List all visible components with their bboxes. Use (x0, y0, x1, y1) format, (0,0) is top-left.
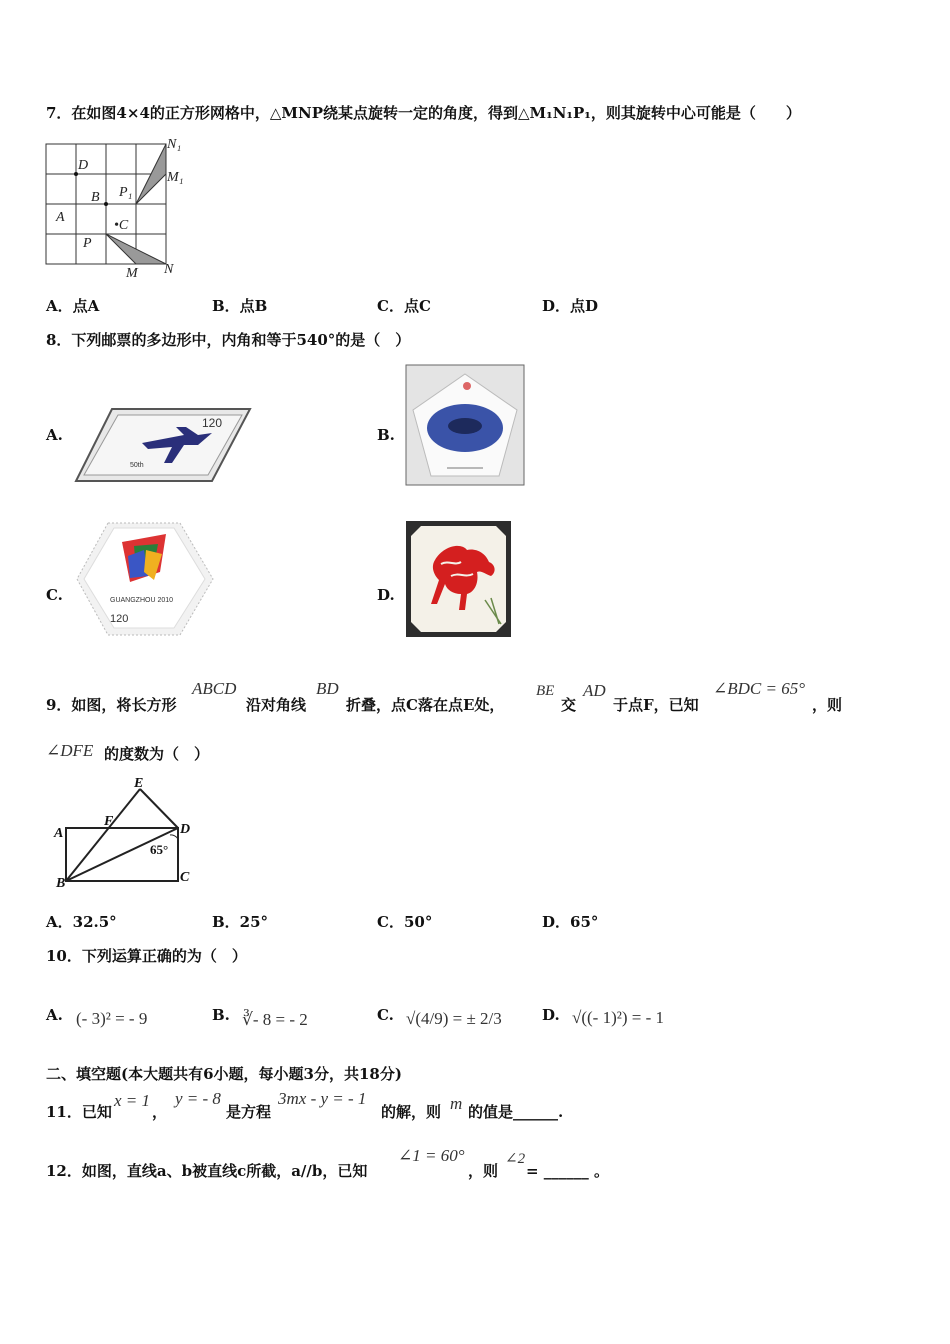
stamp-b-pentagon[interactable] (405, 364, 525, 486)
q9-stem-6: ，则 (812, 696, 843, 714)
q11-math-m: m (450, 1094, 463, 1113)
stamp-c-caption: GUANGZHOU 2010 (110, 597, 174, 604)
q12-stem-1: 12．如图，直线a、b被直线c所截，a//b，已知 (46, 1162, 368, 1180)
q12-math-angle1: ∠1 = 60° (398, 1146, 465, 1165)
label-b: B (91, 190, 100, 205)
q12-math-angle2: ∠2 (505, 1151, 526, 1167)
label-m1: M₁ (167, 170, 184, 185)
label-c: •C (114, 218, 129, 233)
q7-stem: 7．在如图4×4的正方形网格中，△MNP绕某点旋转一定的角度，得到△M₁N₁P₁，则其旋转中心可能是（ ） (46, 104, 801, 122)
label-c9: C (180, 870, 190, 885)
label-f: F (104, 814, 114, 829)
q10-option-b[interactable]: B. (212, 1006, 230, 1024)
q8-option-a[interactable]: A. (46, 426, 63, 444)
q9-stem-7: 的度数为（ ） (104, 745, 210, 763)
q7-option-a[interactable]: A．点A (46, 297, 100, 315)
q9-math-be: BE (536, 683, 555, 699)
label-n: N (164, 262, 174, 277)
q10-option-c[interactable]: C. (377, 1006, 394, 1024)
stamp-c-hexagon[interactable] (74, 520, 216, 638)
q9-stem-3: 折叠，点C落在点E处， (346, 696, 505, 714)
q9-math-abcd: ABCD (192, 679, 237, 698)
q11-stem-5: 的值是______. (468, 1103, 564, 1121)
q11-stem-3: 是方程 (226, 1103, 272, 1121)
q9-option-b[interactable]: B．25° (212, 913, 269, 931)
q11-math-y: y = - 8 (175, 1089, 221, 1108)
label-d9: D (180, 822, 191, 837)
q9-math-angle-bdc: ∠BDC = 65° (713, 679, 806, 698)
q9-math-angle-dfe: ∠DFE (46, 741, 94, 760)
label-e: E (134, 776, 144, 791)
q8-option-b[interactable]: B. (377, 426, 395, 444)
q8-option-d[interactable]: D. (377, 586, 395, 604)
stamp-a-parallelogram[interactable] (72, 405, 254, 485)
stamp-c-value: 120 (110, 613, 129, 625)
q10-expr-c: √(4/9) = ± 2/3 (406, 1009, 502, 1028)
label-d: D (78, 158, 89, 173)
label-b9: B (56, 876, 66, 891)
stamp-a-sub: 50th (130, 462, 144, 469)
q9-stem-2: 沿对角线 (246, 696, 307, 714)
q10-expr-d: √((- 1)²) = - 1 (572, 1008, 664, 1027)
q9-option-a[interactable]: A．32.5° (46, 913, 117, 931)
q9-math-bd: BD (316, 679, 339, 698)
q11-math-equation: 3mx - y = - 1 (278, 1089, 367, 1108)
section-2-heading: 二、填空题(本大题共有6小题，每小题3分，共18分) (46, 1065, 402, 1083)
label-p1: P₁ (119, 185, 133, 200)
label-65-angle: 65° (150, 842, 169, 857)
q11-stem-1: 11．已知 (46, 1103, 112, 1121)
stamp-a-value: 120 (202, 416, 223, 430)
q9-math-ad: AD (583, 681, 606, 700)
q7-option-b[interactable]: B．点B (212, 297, 268, 315)
q9-option-c[interactable]: C．50° (377, 913, 433, 931)
q10-expr-b: ∛- 8 = - 2 (242, 1010, 308, 1029)
q7-grid-figure (40, 135, 200, 280)
stamp-d-octagon[interactable] (405, 520, 512, 638)
label-p: P (83, 236, 92, 251)
q9-stem-1: 9．如图，将长方形 (46, 696, 177, 714)
q12-stem-3: = ______ 。 (526, 1162, 610, 1180)
q11-math-x: x = 1 (114, 1091, 151, 1110)
q8-option-c[interactable]: C. (46, 586, 63, 604)
label-a9: A (54, 826, 64, 841)
q10-expr-a: (- 3)² = - 9 (76, 1009, 148, 1028)
q11-stem-4: 的解，则 (381, 1103, 442, 1121)
label-n1: N₁ (167, 137, 182, 152)
q10-option-a[interactable]: A. (46, 1006, 63, 1024)
q9-option-d[interactable]: D．65° (542, 913, 599, 931)
q9-stem-5: 于点F，已知 (613, 696, 699, 714)
q10-option-d[interactable]: D. (542, 1006, 560, 1024)
q11-stem-2: ， (152, 1103, 168, 1121)
q8-stem: 8．下列邮票的多边形中，内角和等于540°的是（ ） (46, 331, 411, 349)
label-a: A (56, 210, 65, 225)
q9-stem-4: 交 (561, 696, 577, 714)
q10-stem: 10．下列运算正确的为（ ） (46, 947, 247, 965)
q12-stem-2: ，则 (468, 1162, 499, 1180)
q9-rectangle-figure (48, 775, 208, 895)
q7-option-d[interactable]: D．点D (542, 297, 599, 315)
label-m: M (126, 266, 138, 280)
q7-option-c[interactable]: C．点C (377, 297, 431, 315)
